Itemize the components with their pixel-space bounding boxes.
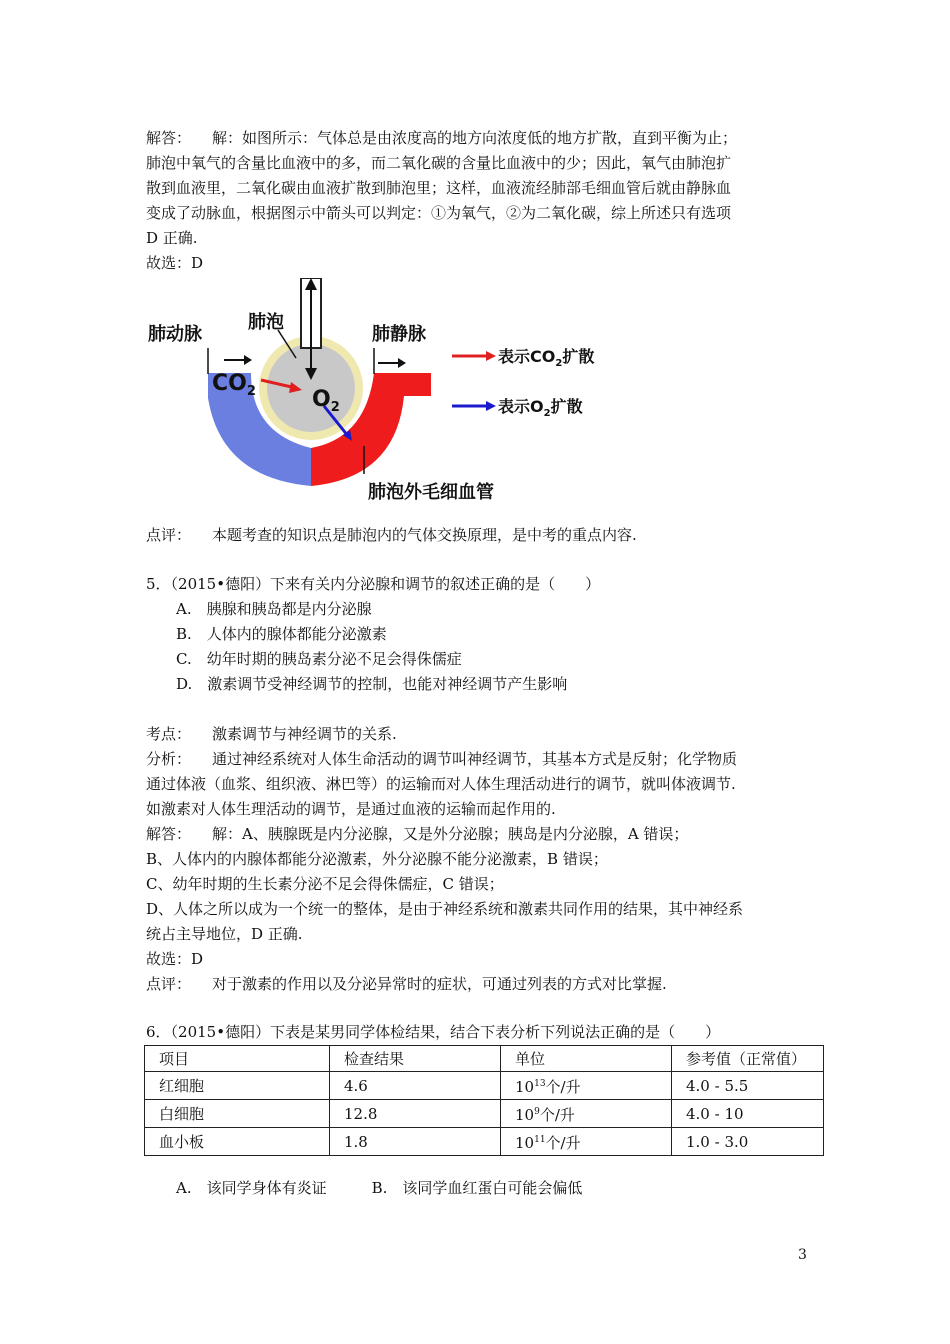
comment-text: 对于激素的作用以及分泌异常时的症状，可通过列表的方式对比掌握. [212,975,667,993]
option-d: D. 激素调节受神经调节的控制，也能对神经调节产生影响 [176,675,568,693]
table-row [145,1072,824,1100]
table-header-row [145,1046,824,1072]
answer-line: 肺泡中氧气的含量比血液中的多，而二氧化碳的含量比血液中的少；因此，氧气由肺泡扩 [146,154,732,172]
option-c: C. 幼年时期的胰岛素分泌不足会得侏儒症 [176,650,462,668]
answer-line: 统占主导地位，D 正确. [146,925,303,943]
answer-line: B、人体内的内腺体都能分泌激素，外分泌腺不能分泌激素，B 错误； [146,850,608,868]
table-row [145,1100,824,1128]
table-header: 检查结果 [330,1046,501,1072]
question-title: 5．（2015•德阳）下来有关内分泌腺和调节的叙述正确的是（ ） [146,575,601,593]
table-header: 单位 [501,1046,672,1072]
comment-block-q4 [146,523,826,548]
arrowhead [244,355,252,365]
table-cell: $10^{11}$个/升 [501,1128,672,1156]
kaodian-text: 激素调节与神经调节的关系. [212,725,397,743]
choice-line: 故选：D [146,950,204,968]
table-cell: 1.8 [330,1128,501,1156]
table-cell: 血小板 [145,1128,330,1156]
analysis-line: 通过神经系统对人体生命活动的调节叫神经调节，其基本方式是反射；化学物质 [212,750,738,768]
comment-label: 点评： [146,526,192,544]
option-b: B. 人体内的腺体都能分泌激素 [176,625,387,643]
table-cell: 1.0 - 3.0 [672,1128,824,1156]
comment-label: 点评： [146,975,192,993]
comment-text: 本题考查的知识点是肺泡内的气体交换原理，是中考的重点内容. [212,526,637,544]
table-header: 参考值（正常值） [672,1046,824,1072]
legend-o2-label: 表示$O_2$扩散 [498,397,583,419]
question-title: 6．（2015•德阳）下表是某男同学体检结果，结合下表分析下列说法正确的是（ ） [146,1023,721,1041]
table-cell: $10^9$个/升 [501,1100,672,1128]
artery-label: 肺动脉 [148,324,202,345]
table-cell: 白细胞 [145,1100,330,1128]
question-5 [146,572,826,697]
answer-line: C、幼年时期的生长素分泌不足会得侏儒症，C 错误； [146,875,504,893]
question-6 [146,1020,826,1045]
table-cell: 红细胞 [145,1072,330,1100]
capillary-label: 肺泡外毛细血管 [368,482,494,503]
answer-block-q4 [146,126,826,276]
table-cell: 4.0 - 5.5 [672,1072,824,1100]
page-number: 3 [798,1247,807,1263]
alveolus-label: 肺泡 [248,312,284,333]
analysis-label: 分析： [146,750,192,768]
answer-line: D 正确. [146,229,198,247]
checkup-results-table [144,1045,824,1156]
answer-label: 解答： [146,129,192,147]
table-row [145,1128,824,1156]
o2-label: $O_2$ [312,387,340,415]
table-cell: $10^{13}$个/升 [501,1072,672,1100]
legend-co2-arrowhead [486,351,496,361]
legend-o2-arrowhead [486,401,496,411]
options-line: A. 该同学身体有炎证 B. 该同学血红蛋白可能会偏低 [176,1179,583,1197]
legend-co2-label: 表示$CO_2$扩散 [498,347,595,369]
table-cell: 12.8 [330,1100,501,1128]
co2-label: $CO_2$ [212,371,256,399]
question-6-options [146,1176,826,1201]
analysis-line: 通过体液（血浆、组织液、淋巴等）的运输而对人体生理活动进行的调节，就叫体液调节. [146,775,736,793]
arrowhead [398,358,406,368]
kaodian-label: 考点： [146,725,192,743]
choice-line: 故选：D [146,254,204,272]
alveolus-gas-exchange-diagram [146,278,616,503]
answer-line: 解：A、胰腺既是内分泌腺，又是外分泌腺；胰岛是内分泌腺，A 错误； [212,825,689,843]
answer-label: 解答： [146,825,192,843]
table-header: 项目 [145,1046,330,1072]
answer-line: 解：如图所示：气体总是由浓度高的地方向浓度低的地方扩散，直到平衡为止； [212,129,738,147]
question-5-solution [146,722,826,997]
answer-line: 散到血液里，二氧化碳由血液扩散到肺泡里；这样，血液流经肺部毛细血管后就由静脉血 [146,179,732,197]
table-cell: 4.6 [330,1072,501,1100]
vein-label: 肺静脉 [372,324,426,345]
option-a: A. 胰腺和胰岛都是内分泌腺 [176,600,372,618]
table-cell: 4.0 - 10 [672,1100,824,1128]
analysis-line: 如激素对人体生理活动的调节，是通过血液的运输而起作用的. [146,800,556,818]
answer-line: 变成了动脉血，根据图示中箭头可以判定：①为氧气，②为二氧化碳，综上所述只有选项 [146,204,732,222]
answer-line: D、人体之所以成为一个统一的整体，是由于神经系统和激素共同作用的结果，其中神经系 [146,900,744,918]
